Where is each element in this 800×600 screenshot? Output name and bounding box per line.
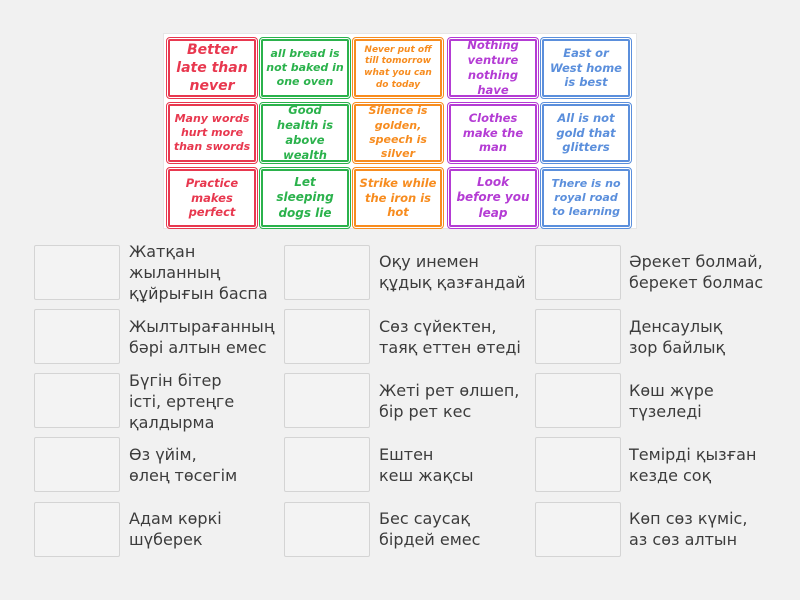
drop-slot[interactable]: [535, 309, 621, 364]
draggable-card[interactable]: All is not gold that glitters: [542, 104, 630, 162]
draggable-card[interactable]: Nothing venture nothing have: [449, 39, 537, 97]
draggable-card[interactable]: Practice makes perfect: [168, 169, 256, 227]
draggable-card[interactable]: Better late than never: [168, 39, 256, 97]
draggable-card[interactable]: Clothes make the man: [449, 104, 537, 162]
drop-slot[interactable]: [535, 245, 621, 300]
drop-slot[interactable]: [535, 373, 621, 428]
target-label: Көш жүре түзеледі: [629, 381, 714, 421]
target-label: Ештен кеш жақсы: [379, 445, 474, 485]
drop-slot[interactable]: [34, 502, 120, 557]
drop-slot[interactable]: [284, 309, 370, 364]
drop-slot[interactable]: [34, 437, 120, 492]
target-label: Өз үйім, өлең төсегім: [129, 445, 238, 485]
drop-slot[interactable]: [284, 245, 370, 300]
draggable-card[interactable]: Look before you leap: [449, 169, 537, 227]
target-label: Темірді қызған кезде соқ: [629, 445, 757, 485]
draggable-card[interactable]: Many words hurt more than swords: [168, 104, 256, 162]
drop-slot[interactable]: [535, 437, 621, 492]
draggable-card[interactable]: Never put off till tomorrow what you can do today: [354, 39, 442, 97]
target-label: Көп сөз күміс, аз сөз алтын: [629, 509, 748, 549]
target-label: Денсаулық зор байлық: [629, 317, 726, 357]
draggable-card[interactable]: Good health is above wealth: [261, 104, 349, 162]
draggable-card[interactable]: Let sleeping dogs lie: [261, 169, 349, 227]
drop-slot[interactable]: [34, 245, 120, 300]
target-label: Жеті рет өлшеп, бір рет кес: [379, 381, 520, 421]
target-label: Оқу инемен құдық қазғандай: [379, 252, 526, 292]
target-label: Жатқан жыланның құйрығын баспа: [129, 242, 268, 303]
drop-slot[interactable]: [284, 437, 370, 492]
target-label: Бүгін бітер істі, ертеңге қалдырма: [129, 371, 235, 432]
card-pool: [163, 33, 637, 229]
drop-slot[interactable]: [34, 373, 120, 428]
draggable-card[interactable]: Silence is golden, speech is silver: [354, 104, 442, 162]
drop-slot[interactable]: [284, 502, 370, 557]
draggable-card[interactable]: Strike while the iron is hot: [354, 169, 442, 227]
drop-slot[interactable]: [284, 373, 370, 428]
draggable-card[interactable]: There is no royal road to learning: [542, 169, 630, 227]
drop-slot[interactable]: [535, 502, 621, 557]
draggable-card[interactable]: East or West home is best: [542, 39, 630, 97]
target-label: Бес саусақ бірдей емес: [379, 509, 481, 549]
draggable-card[interactable]: all bread is not baked in one oven: [261, 39, 349, 97]
target-label: Сөз сүйектен, таяқ еттен өтеді: [379, 317, 521, 357]
target-label: Жылтырағанның бәрі алтын емес: [129, 317, 275, 357]
drop-slot[interactable]: [34, 309, 120, 364]
target-label: Адам көркі шүберек: [129, 509, 222, 549]
target-label: Әрекет болмай, берекет болмас: [629, 252, 764, 292]
